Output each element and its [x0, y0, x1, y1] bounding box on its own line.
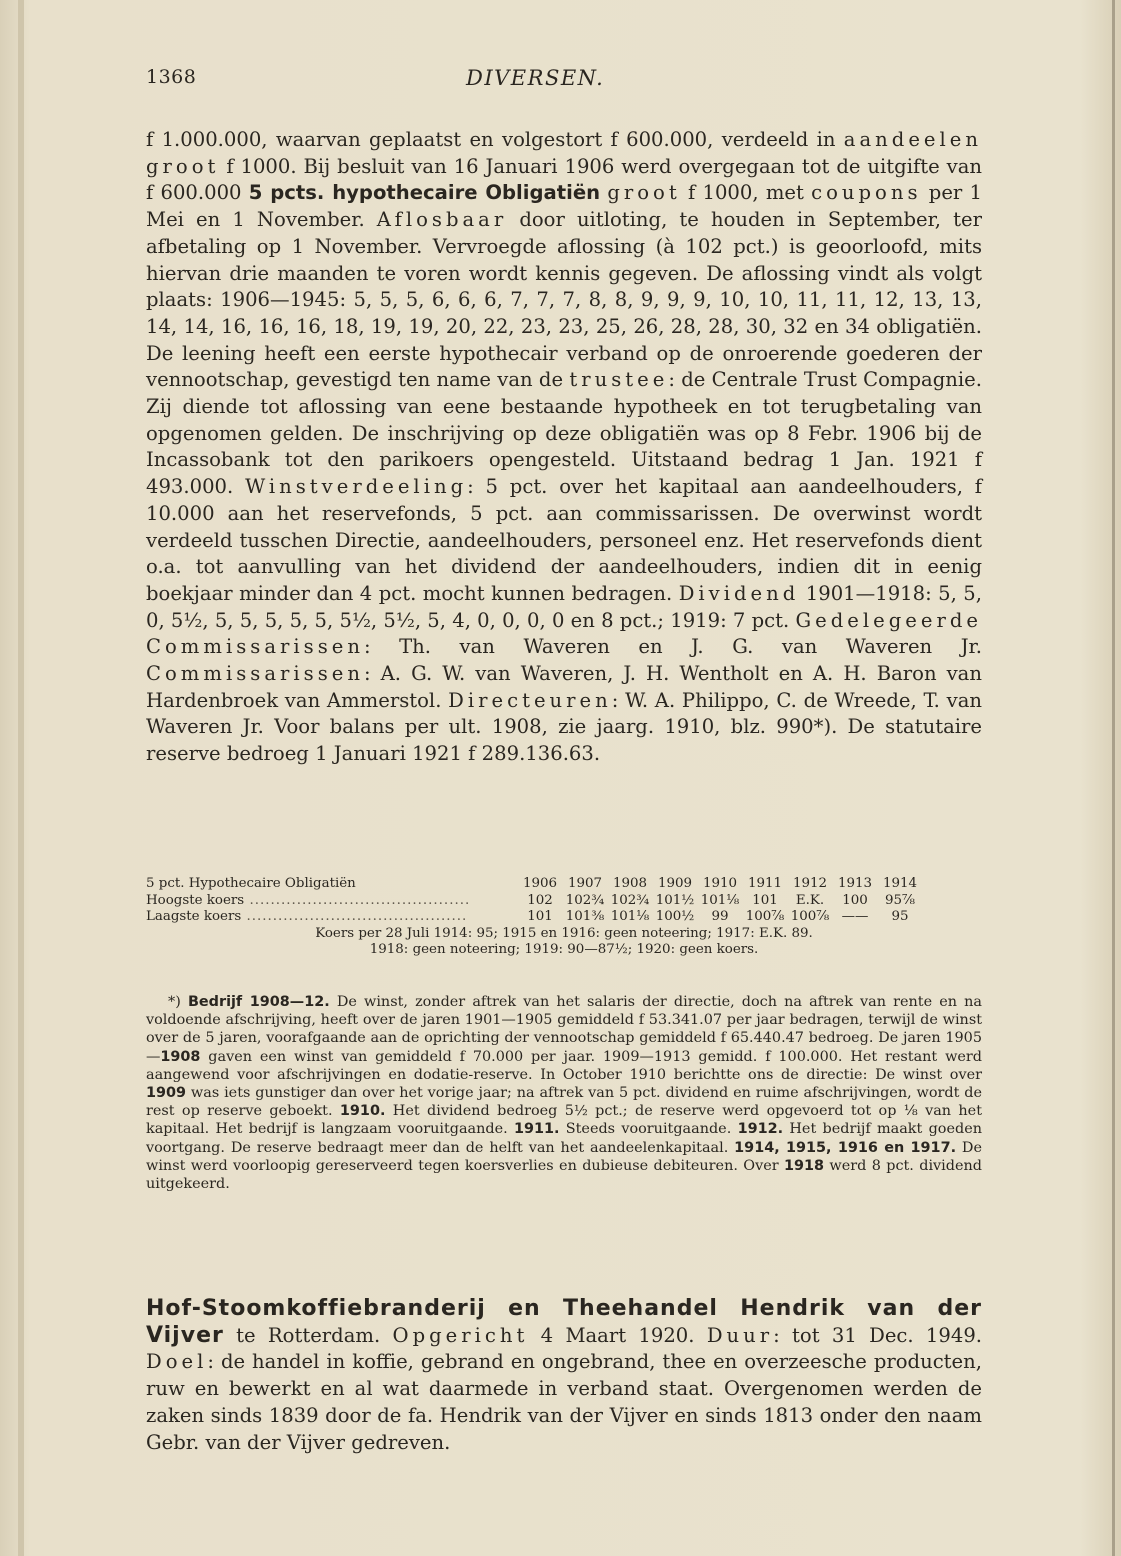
table-cell: 102¾ — [565, 892, 605, 908]
table-header-row — [146, 876, 982, 893]
table-cell: 100⅞ — [745, 909, 785, 925]
table-row: Laagste koers .......................................... 101 101⅜ 101⅛ 100½ 99 100⅞ 100⅞ —— 95 — [146, 909, 982, 926]
table-cell: 95⅞ — [884, 892, 916, 908]
footnote — [146, 993, 982, 1193]
table-row: Hoogste koers .......................................... 102 102¾ 102¾ 101½ 101⅛ 101 E.K. 100 95⅞ — [146, 893, 982, 910]
table-cell: 100⅞ — [790, 909, 830, 925]
company-body: Hof-Stoomkoffiebranderij en Theehandel Hendrik van der Vijver te Rotterdam. Opgericht 4 Maart 1920. Duur: tot 31 Dec. 1949. Doel: de handel in koffie, gebrand en ongebrand, thee en overzeesche producten, ruw en bewerkt en al wat daarmede in verband staat. Overgenomen werden de zaken sinds 1839 door de fa. Hendrik van der Vijver en sinds 1813 onder den naam Gebr. van der Vijver gedreven. — [146, 1296, 983, 1454]
paragraph-body: f 1.000.000, waarvan geplaatst en volgestort f 600.000, verdeeld in aandeelen groot f 1000. Bij besluit van 16 Januari 1906 werd overgegaan tot de uitgifte van f 600.000 5 pcts. hypothecaire Obligatiën groot f 1000, met coupons per 1 Mei en 1 November. Aflosbaar door uitloting, te houden in September, ter afbetaling op 1 November. Vervroegde aflossing (à 102 pct.) is geoorloofd, mits hiervan drie maanden te voren wordt kennis gegeven. De aflossing vindt als volgt plaats: 1906—1945: 5, 5, 5, 6, 6, 6, 7, 7, 7, 8, 8, 9, 9, 9, 10, 10, 11, 11, 12, 13, 13, 14, 14, 16, 16, 16, 18, 19, 19, 20, 22, 23, 23, 25, 26, 28, 28, 30, 32 en 34 obligatiën. De leening heeft een eerste hypothecair verband op de onroerende goederen der vennootschap, gevestigd ten name van de trustee: de Centrale Trust Compagnie. Zij diende tot aflossing van eene bestaande hypotheek en tot terugbetaling van opgenomen gelden. De inschrijving op deze obligatiën was op 8 Febr. 1906 bij de Incassobank tot den parikoers opengesteld. Uitstaand bedrag 1 Jan. 1921 f 493.000. Winstverdeeling: 5 pct. over het kapitaal aan aandeelhouders, f 10.000 aan het reservefonds, 5 pct. aan commissarissen. De overwinst wordt verdeeld tusschen Directie, aandeelhouders, personeel enz. Het reservefonds dient o.a. tot aanvulling van het dividend der aandeelhouders, indien dit in eenig boekjaar minder dan 4 pct. mocht kunnen bedragen. Dividend 1901—1918: 5, 5, 0, 5½, 5, 5, 5, 5, 5, 5½, 5½, 5, 4, 0, 0, 0, 0 en 8 pct.; 1919: 7 pct. Gedelegeerde Commissarissen: Th. van Waveren en J. G. van Waveren Jr. Commissarissen: A. G. W. van Waveren, J. H. Wentholt en A. H. Baron van Hardenbroek van Ammerstol. Directeuren: W. A. Philippo, C. de Wreede, T. van Waveren Jr. Voor balans per ult. 1908, zie jaarg. 1910, blz. 990*). De statutaire reserve bedroeg 1 Januari 1921 f 289.136.63. — [146, 128, 983, 766]
table-cell: —— — [841, 909, 869, 925]
table-cell: 101⅛ — [610, 909, 650, 925]
table-note: 1918: geen noteering; 1919: 90—87½; 1920: geen koers. — [369, 942, 759, 958]
table-cell: E.K. — [795, 892, 825, 908]
table-cell: 101½ — [655, 892, 695, 908]
company-name: Hof-Stoomkoffiebranderij en Theehandel Hendrik van der Vijver — [146, 1296, 982, 1348]
page-edge-left — [18, 0, 24, 1556]
year-cell: 1913 — [837, 876, 873, 891]
company-entry — [146, 1296, 982, 1456]
year-cell: 1906 — [522, 876, 558, 891]
running-title: DIVERSEN. — [466, 66, 605, 90]
page-edge-right — [1112, 0, 1115, 1556]
loan-title: 5 pcts. hypothecaire Obligatiën — [248, 181, 601, 205]
year-cell: 1914 — [882, 876, 918, 891]
table-cell: 100 — [842, 892, 868, 908]
page-header — [146, 66, 982, 96]
main-paragraph — [146, 127, 982, 768]
table-cell: 101⅛ — [700, 892, 740, 908]
koers-table — [146, 876, 982, 959]
table-cell: 101 — [752, 892, 778, 908]
row-label: Hoogste koers — [146, 892, 245, 908]
table-cell: 102 — [527, 892, 553, 908]
year-cell: 1908 — [612, 876, 648, 891]
year-cell: 1910 — [702, 876, 738, 891]
table-cell: 99 — [711, 909, 729, 925]
table-note: Koers per 28 Juli 1914: 95; 1915 en 1916: geen noteering; 1917: E.K. 89. — [315, 925, 813, 941]
footnote-body: *) Bedrijf 1908—12. De winst, zonder aftrek van het salaris der directie, doch na aftrek van rente en na voldoende afschrijving, heeft over de jaren 1901—1905 gemiddeld f 53.341.07 per jaar bedragen, terwijl de winst over de 5 jaren, voorafgaande aan de oprichting der vennootschap gemiddeld f 65.440.47 bedroeg. De jaren 1905—1908 gaven een winst van gemiddeld f 70.000 per jaar. 1909—1913 gemidd. f 100.000. Het restant werd aangewend voor afschrijvingen en dodatie-reserve. In October 1910 berichtte ons de directie: De winst over 1909 was iets gunstiger dan over het vorige jaar; na aftrek van 5 pct. dividend en ruime afschrijvingen, wordt de rest op reserve geboekt. 1910. Het dividend bedroeg 5½ pct.; de reserve werd opgevoerd tot op ⅛ van het kapitaal. Het bedrijf is langzaam vooruitgaande. 1911. Steeds vooruitgaande. 1912. Het bedrijf maakt goeden voortgang. De reserve bedraagt meer dan de helft van het aandeelenkapitaal. 1914, 1915, 1916 en 1917. De winst werd voorloopig gereserveerd tegen koersverlies en dubieuse debiteuren. Over 1918 werd 8 pct. dividend uitgekeerd. — [146, 994, 982, 1193]
year-cell: 1907 — [567, 876, 603, 891]
table-title: 5 pct. Hypothecaire Obligatiën — [146, 876, 356, 891]
row-label: Laagste koers — [146, 909, 242, 925]
table-cell: 102¾ — [610, 892, 650, 908]
table-cell: 101 — [527, 909, 553, 925]
year-cell: 1912 — [792, 876, 828, 891]
table-cell: 95 — [891, 909, 909, 925]
year-cell: 1911 — [747, 876, 783, 891]
table-cell: 100½ — [655, 909, 695, 925]
year-cell: 1909 — [657, 876, 693, 891]
page-number: 1368 — [146, 66, 197, 88]
table-cell: 101⅜ — [565, 909, 605, 925]
